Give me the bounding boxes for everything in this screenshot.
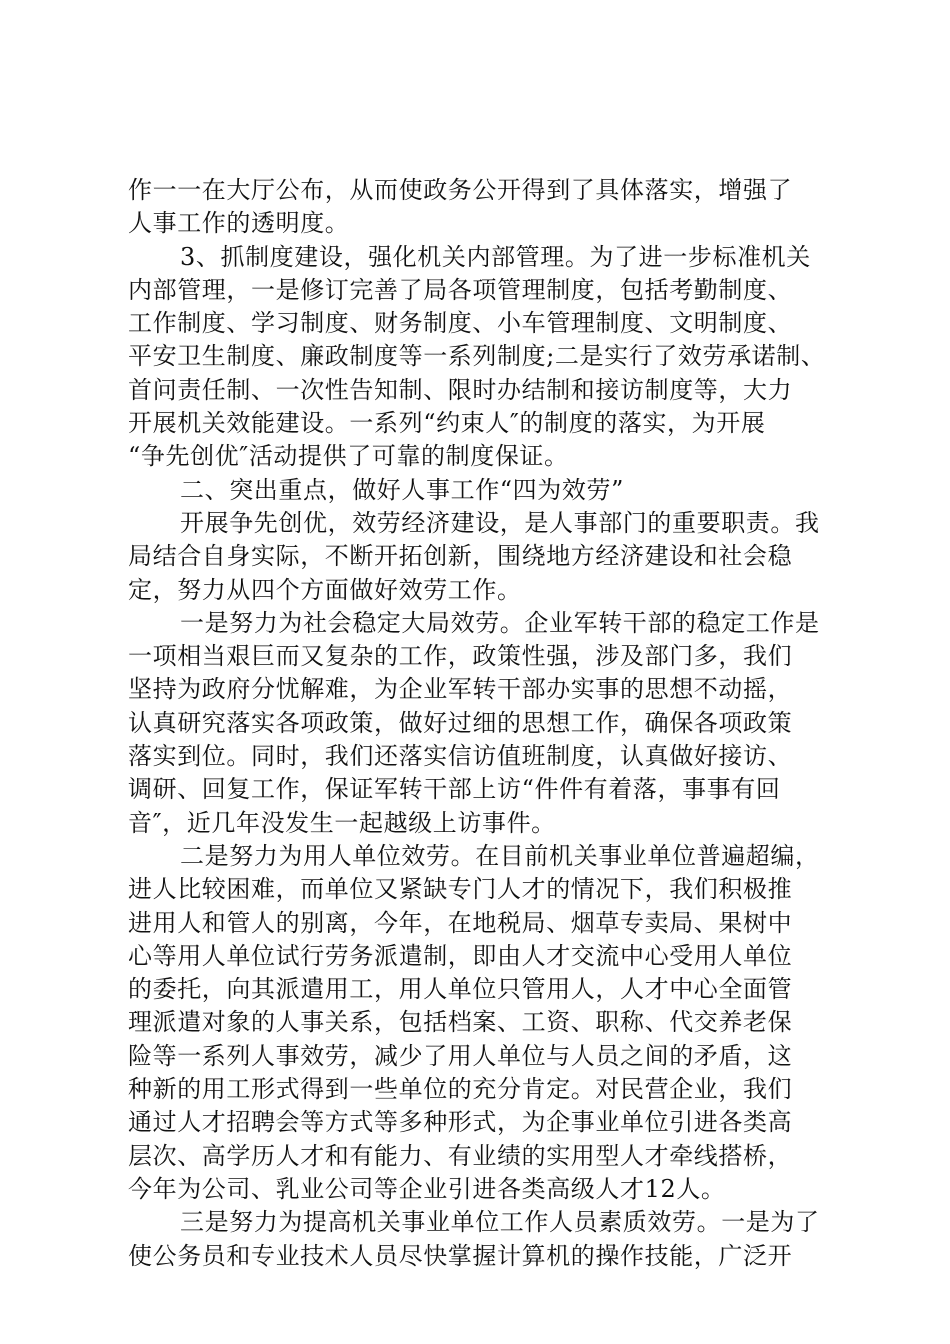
text-line: 内部管理，一是修订完善了局各项管理制度，包括考勤制度、 [128, 275, 793, 304]
text-line: 险等一系列人事效劳，减少了用人单位与人员之间的矛盾，这 [128, 1041, 793, 1070]
text-line: 开展机关效能建设。一系列“约束人″的制度的落实，为开展 [128, 409, 766, 438]
text-line: 定，努力从四个方面做好效劳工作。 [128, 575, 522, 604]
text-line: 局结合自身实际，不断开拓创新，围绕地方经济建设和社会稳 [128, 542, 793, 571]
document-body [128, 174, 828, 1273]
text-line: 开展争先创优，效劳经济建设，是人事部门的重要职责。我 [180, 508, 820, 537]
text-line: 调研、回复工作，保证军转干部上访“件件有着落，事事有回 [128, 775, 781, 804]
text-line: 人事工作的透明度。 [128, 209, 350, 238]
text-line: 作一一在大厅公布，从而使政务公开得到了具体落实，增强了 [128, 176, 793, 204]
text-line: 理派遣对象的人事关系，包括档案、工资、职称、代交养老保 [128, 1008, 793, 1037]
text-line: 一项相当艰巨而又复杂的工作，政策性强，涉及部门多，我们 [128, 642, 793, 671]
text-line: 的委托，向其派遣用工，用人单位只管用人，人才中心全面管 [128, 975, 793, 1004]
text-line: 通过人才招聘会等方式等多种形式，为企事业单位引进各类高 [128, 1108, 793, 1137]
text-line: 今年为公司、乳业公司等企业引进各类高级人才12人。 [128, 1174, 726, 1203]
text-line: 进用人和管人的别离，今年，在地税局、烟草专卖局、果树中 [128, 908, 793, 937]
text-line: 进人比较困难，而单位又紧缺专门人才的情况下，我们积极推 [128, 875, 793, 904]
text-line: 首问责任制、一次性告知制、限时办结制和接访制度等，大力 [128, 375, 793, 404]
text-line: 3、抓制度建设，强化机关内部管理。为了进一步标准机关 [180, 242, 811, 271]
text-line: 一是努力为社会稳定大局效劳。企业军转干部的稳定工作是 [180, 608, 820, 637]
text-line: 心等用人单位试行劳务派遣制，即由人才交流中心受用人单位 [128, 941, 793, 970]
text-line: 音″，近几年没发生一起越级上访事件。 [128, 808, 556, 837]
text-line: 落实到位。同时，我们还落实信访值班制度，认真做好接访、 [128, 742, 793, 771]
section-heading: 二、突出重点，做好人事工作“四为效劳” [180, 475, 624, 504]
text-line: 认真研究落实各项政策，做好过细的思想工作，确保各项政策 [128, 708, 793, 737]
text-line: 坚持为政府分忧解难，为企业军转干部办实事的思想不动摇， [128, 675, 793, 704]
text-line: 二是努力为用人单位效劳。在目前机关事业单位普遍超编， [180, 841, 820, 870]
text-line: 三是努力为提高机关事业单位工作人员素质效劳。一是为了 [180, 1208, 820, 1237]
text-line: 使公务员和专业技术人员尽快掌握计算机的操作技能，广泛开 [128, 1241, 793, 1270]
text-line: 平安卫生制度、廉政制度等一系列制度;二是实行了效劳承诺制、 [128, 342, 826, 371]
text-line: 种新的用工形式得到一些单位的充分肯定。对民营企业，我们 [128, 1075, 793, 1104]
text-line: “争先创优″活动提供了可靠的制度保证。 [128, 442, 569, 471]
text-line: 工作制度、学习制度、财务制度、小车管理制度、文明制度、 [128, 309, 793, 338]
text-line: 层次、高学历人才和有能力、有业绩的实用型人才牵线搭桥， [128, 1141, 793, 1170]
